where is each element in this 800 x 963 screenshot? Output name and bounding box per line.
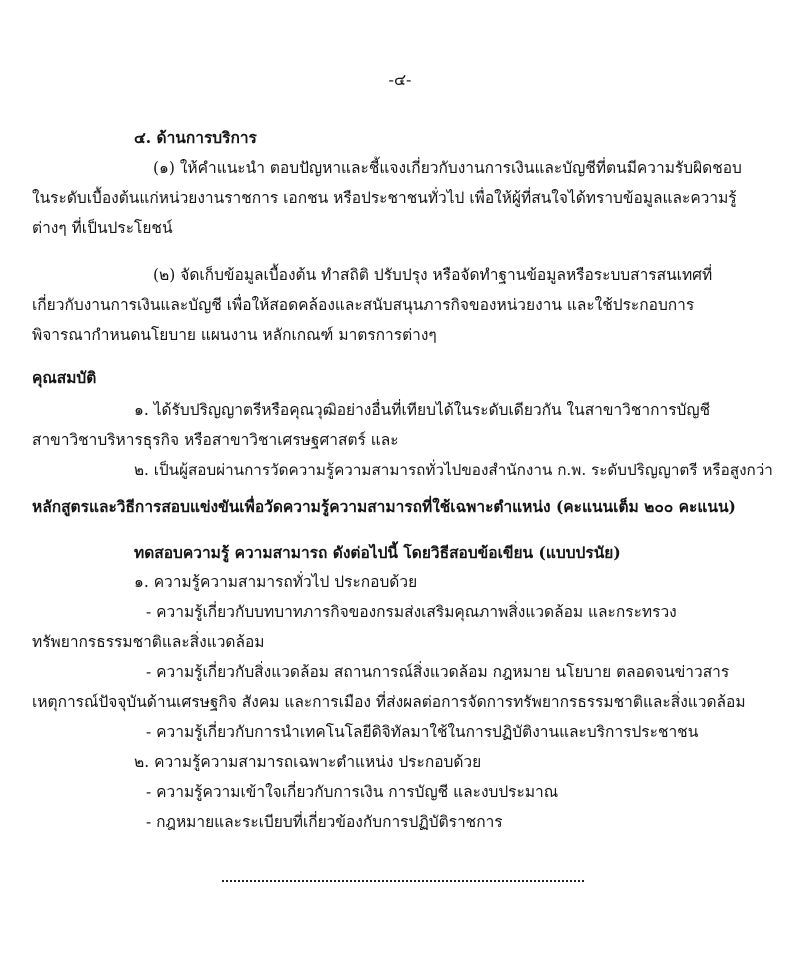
general-item3-line1: - ความรู้เกี่ยวกับการนำเทคโนโลยีดิจิทัลมาใช้ในการปฏิบัติงานและบริการประชาชน	[146, 723, 699, 741]
specific-item1-line1: - ความรู้ความเข้าใจเกี่ยวกับการเงิน การบัญชี และงบประมาณ	[146, 783, 559, 801]
exam-subheading: ทดสอบความรู้ ความสามารถ ดังต่อไปนี้ โดยวิธีสอบข้อเขียน (แบบปรนัย)	[134, 543, 621, 562]
qualifications-heading: คุณสมบัติ	[32, 368, 97, 387]
general-knowledge-title: ๑. ความรู้ความสามารถทั่วไป ประกอบด้วย	[134, 573, 418, 591]
page-number: -๔-	[388, 70, 412, 89]
service-item2-line1: (๒) จัดเก็บข้อมูลเบื้องต้น ทำสถิติ ปรับปรุง หรือจัดทำฐานข้อมูลหรือระบบสารสนเทศที่	[153, 266, 713, 284]
service-item1-line2: ในระดับเบื้องต้นแก่หน่วยงานราชการ เอกชน หรือประชาชนทั่วไป เพื่อให้ผู้ที่สนใจได้ทราบข้อมูลและความรู้	[32, 189, 737, 207]
qualification-2-line1: ๒. เป็นผู้สอบผ่านการวัดความรู้ความสามารถทั่วไปของสำนักงาน ก.พ. ระดับปริญญาตรี หรือสูงกว่า	[134, 461, 773, 479]
qualification-1-line1: ๑. ได้รับปริญญาตรีหรือคุณวุฒิอย่างอื่นที่เทียบได้ในระดับเดียวกัน ในสาขาวิชาการบัญชี	[134, 401, 711, 419]
qualification-1-line2: สาขาวิชาบริหารธุรกิจ หรือสาขาวิชาเศรษฐศาสตร์ และ	[32, 431, 399, 449]
specific-item2-line1: - กฎหมายและระเบียบที่เกี่ยวข้องกับการปฏิบัติราชการ	[146, 813, 503, 831]
service-item1-line3: ต่างๆ ที่เป็นประโยชน์	[32, 219, 173, 237]
service-item1-line1: (๑) ให้คำแนะนำ ตอบปัญหาและชี้แจงเกี่ยวกับงานการเงินและบัญชีที่ตนมีความรับผิดชอบ	[153, 159, 742, 177]
service-item2-line2: เกี่ยวกับงานการเงินและบัญชี เพื่อให้สอดคล้องและสนับสนุนภารกิจของหน่วยงาน และใช้ประกอบการ	[32, 296, 695, 314]
exam-heading: หลักสูตรและวิธีการสอบแข่งขันเพื่อวัดความรู้ความสามารถที่ใช้เฉพาะตำแหน่ง (คะแนนเต็ม ๒๐๐ คะแนน)	[32, 497, 736, 516]
service-item2-line3: พิจารณากำหนดนโยบาย แผนงาน หลักเกณฑ์ มาตรการต่างๆ	[32, 326, 437, 344]
general-item2-line1: - ความรู้เกี่ยวกับสิ่งแวดล้อม สถานการณ์สิ่งแวดล้อม กฎหมาย นโยบาย ตลอดจนข่าวสาร	[146, 663, 730, 681]
general-item1-line1: - ความรู้เกี่ยวกับบทบาทภารกิจของกรมส่งเสริมคุณภาพสิ่งแวดล้อม และกระทรวง	[146, 603, 677, 621]
general-item2-line2: เหตุการณ์ปัจจุบันด้านเศรษฐกิจ สังคม และการเมือง ที่ส่งผลต่อการจัดการทรัพยากรธรรมชาติและสิ่งแวดล้อม	[32, 693, 746, 711]
service-heading: ๔. ด้านการบริการ	[134, 128, 257, 147]
specific-knowledge-title: ๒. ความรู้ความสามารถเฉพาะตำแหน่ง ประกอบด้วย	[134, 753, 482, 771]
general-item1-line2: ทรัพยากรธรรมชาติและสิ่งแวดล้อม	[32, 633, 265, 651]
dotted-end-line	[222, 880, 584, 882]
